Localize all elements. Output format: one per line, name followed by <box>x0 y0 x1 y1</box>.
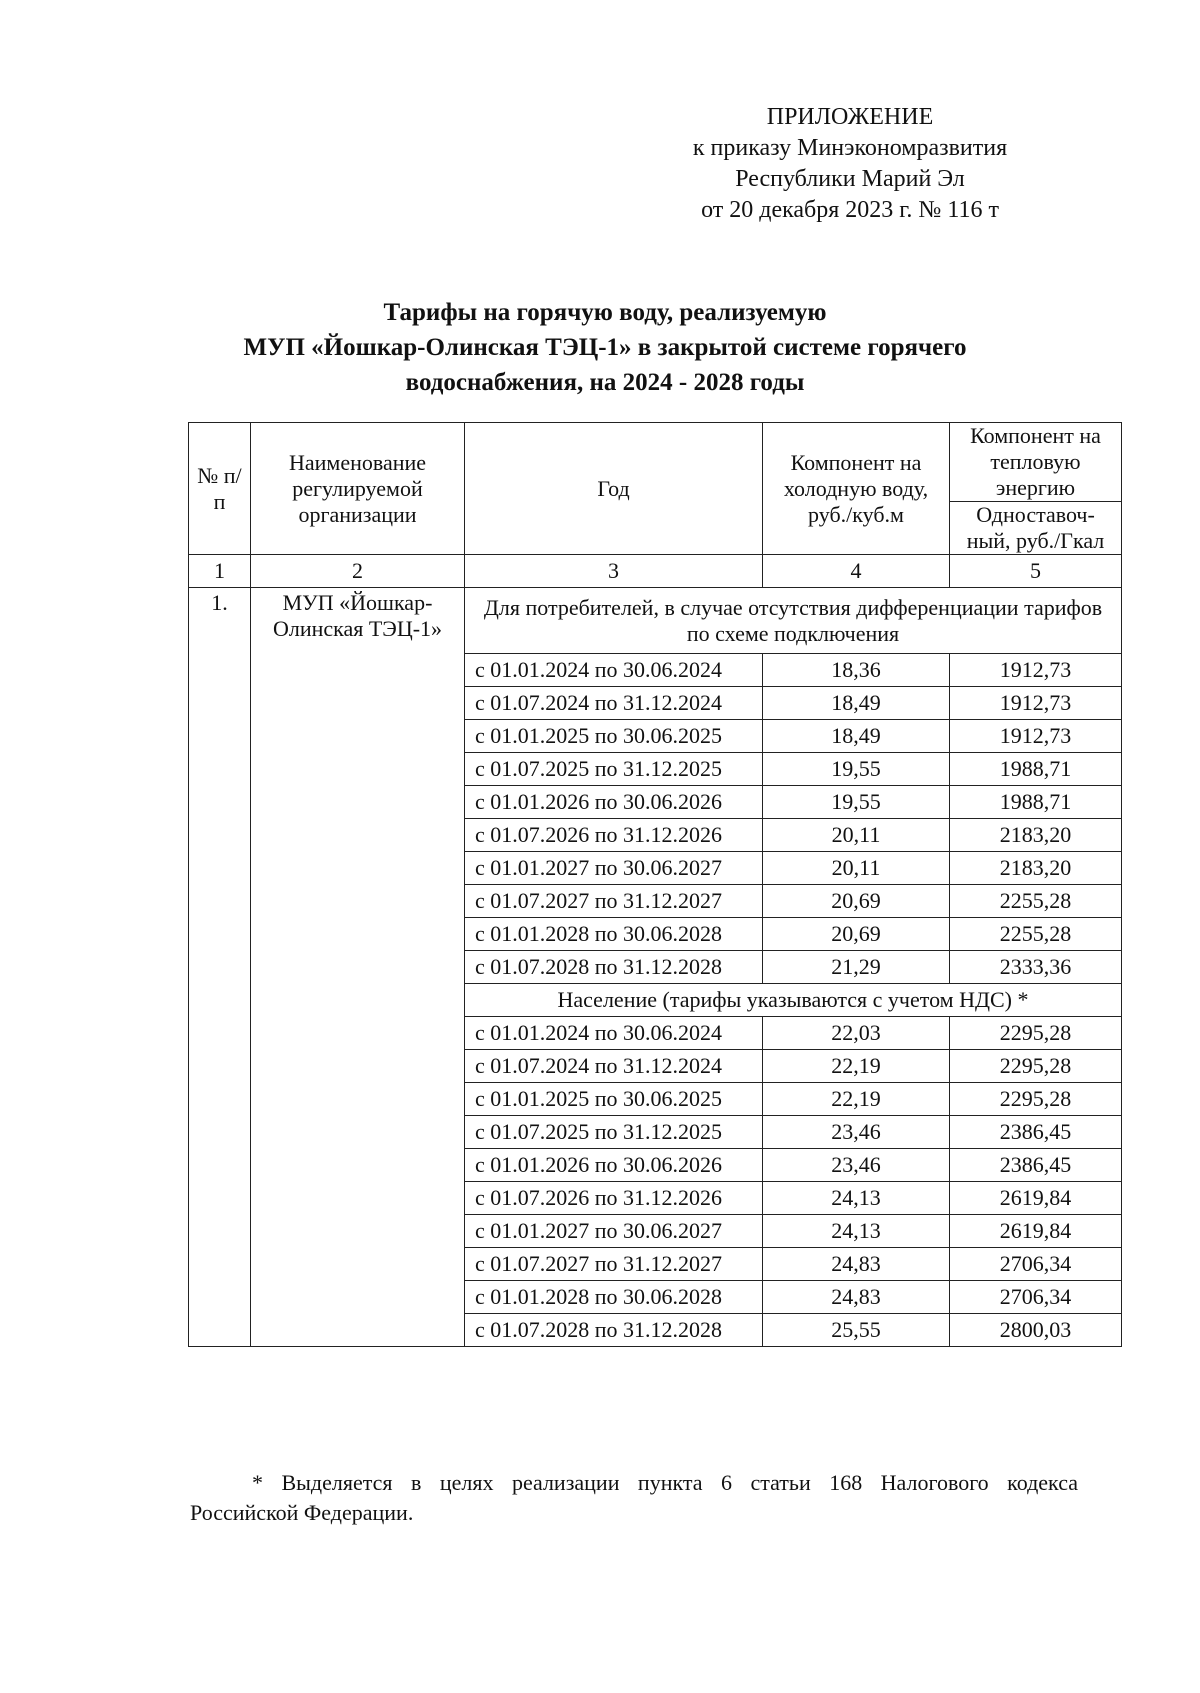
title-line-1: Тарифы на горячую воду, реализуемую <box>383 299 827 326</box>
period-cell: с 01.01.2028 по 30.06.2028 <box>465 918 763 951</box>
cold-value-cell: 20,11 <box>763 852 950 885</box>
period-cell: с 01.01.2027 по 30.06.2027 <box>465 1215 763 1248</box>
heat-value-cell: 2295,28 <box>950 1017 1122 1050</box>
cold-value-cell: 22,03 <box>763 1017 950 1050</box>
heat-value-cell: 2255,28 <box>950 885 1122 918</box>
period-cell: с 01.01.2024 по 30.06.2024 <box>465 1017 763 1050</box>
period-cell: с 01.07.2028 по 31.12.2028 <box>465 1314 763 1347</box>
org-number: 1. <box>189 588 251 1347</box>
col-number: 2 <box>251 555 465 588</box>
table-header-row <box>189 423 1122 502</box>
period-cell: с 01.07.2028 по 31.12.2028 <box>465 951 763 984</box>
header-year: Год <box>465 423 763 555</box>
document-title <box>180 295 1030 400</box>
heat-value-cell: 2706,34 <box>950 1281 1122 1314</box>
period-cell: с 01.07.2024 по 31.12.2024 <box>465 687 763 720</box>
col-number: 4 <box>763 555 950 588</box>
cold-value-cell: 21,29 <box>763 951 950 984</box>
cold-value-cell: 22,19 <box>763 1050 950 1083</box>
cold-value-cell: 24,13 <box>763 1182 950 1215</box>
title-line-3: водоснабжения, на 2024 - 2028 годы <box>405 369 805 396</box>
period-cell: с 01.07.2024 по 31.12.2024 <box>465 1050 763 1083</box>
title-line-2: МУП «Йошкар-Олинская ТЭЦ-1» в закрытой системе горячего <box>243 334 967 361</box>
cold-value-cell: 19,55 <box>763 753 950 786</box>
period-cell: с 01.07.2025 по 31.12.2025 <box>465 1116 763 1149</box>
period-cell: с 01.07.2026 по 31.12.2026 <box>465 1182 763 1215</box>
appendix-header <box>640 102 1060 226</box>
heat-value-cell: 1912,73 <box>950 687 1122 720</box>
footnote <box>190 1468 1078 1528</box>
period-cell: с 01.01.2026 по 30.06.2026 <box>465 1149 763 1182</box>
heat-value-cell: 2295,28 <box>950 1050 1122 1083</box>
cold-value-cell: 24,83 <box>763 1281 950 1314</box>
cold-value-cell: 18,49 <box>763 720 950 753</box>
cold-value-cell: 19,55 <box>763 786 950 819</box>
period-cell: с 01.07.2027 по 31.12.2027 <box>465 885 763 918</box>
heat-value-cell: 1988,71 <box>950 786 1122 819</box>
header-heat-single-rate: Одноставоч-ный, руб./Гкал <box>950 502 1122 555</box>
period-cell: с 01.01.2025 по 30.06.2025 <box>465 1083 763 1116</box>
period-cell: с 01.01.2027 по 30.06.2027 <box>465 852 763 885</box>
footnote-line-2: Российской Федерации. <box>190 1500 414 1525</box>
heat-value-cell: 2619,84 <box>950 1215 1122 1248</box>
period-cell: с 01.01.2024 по 30.06.2024 <box>465 654 763 687</box>
header-org: Наименование регулируемой организации <box>251 423 465 555</box>
tariff-table <box>188 422 1122 1347</box>
period-cell: с 01.07.2027 по 31.12.2027 <box>465 1248 763 1281</box>
period-cell: с 01.01.2026 по 30.06.2026 <box>465 786 763 819</box>
heat-value-cell: 2183,20 <box>950 819 1122 852</box>
heat-value-cell: 2255,28 <box>950 918 1122 951</box>
period-cell: с 01.01.2025 по 30.06.2025 <box>465 720 763 753</box>
org-name: МУП «Йошкар-Олинская ТЭЦ-1» <box>251 588 465 1347</box>
col-number: 5 <box>950 555 1122 588</box>
cold-value-cell: 23,46 <box>763 1116 950 1149</box>
col-number: 3 <box>465 555 763 588</box>
footnote-line-1: * Выделяется в целях реализации пункта 6 статьи 168 Налогового кодекса <box>252 1470 1078 1495</box>
section-consumers-row <box>189 588 1122 654</box>
cold-value-cell: 18,49 <box>763 687 950 720</box>
appendix-date: от 20 декабря 2023 г. № 116 т <box>701 197 999 223</box>
section-consumers-label: Для потребителей, в случае отсутствия дифференциации тарифов по схеме подключения <box>465 588 1122 654</box>
cold-value-cell: 23,46 <box>763 1149 950 1182</box>
cold-value-cell: 20,11 <box>763 819 950 852</box>
header-num: № п/п <box>189 423 251 555</box>
heat-value-cell: 2183,20 <box>950 852 1122 885</box>
cold-value-cell: 22,19 <box>763 1083 950 1116</box>
header-cold-water: Компонент на холодную воду, руб./куб.м <box>763 423 950 555</box>
appendix-republic: Республики Марий Эл <box>735 166 965 192</box>
heat-value-cell: 2386,45 <box>950 1116 1122 1149</box>
appendix-title: ПРИЛОЖЕНИЕ <box>766 104 934 130</box>
column-number-row <box>189 555 1122 588</box>
cold-value-cell: 25,55 <box>763 1314 950 1347</box>
heat-value-cell: 2706,34 <box>950 1248 1122 1281</box>
cold-value-cell: 18,36 <box>763 654 950 687</box>
period-cell: с 01.01.2028 по 30.06.2028 <box>465 1281 763 1314</box>
heat-value-cell: 2333,36 <box>950 951 1122 984</box>
heat-value-cell: 2295,28 <box>950 1083 1122 1116</box>
cold-value-cell: 20,69 <box>763 885 950 918</box>
cold-value-cell: 24,83 <box>763 1248 950 1281</box>
heat-value-cell: 1912,73 <box>950 654 1122 687</box>
heat-value-cell: 1988,71 <box>950 753 1122 786</box>
section-population-label: Население (тарифы указываются с учетом НДС) * <box>465 984 1122 1017</box>
appendix-order-ref: к приказу Минэкономразвития <box>692 135 1008 161</box>
cold-value-cell: 20,69 <box>763 918 950 951</box>
heat-value-cell: 2800,03 <box>950 1314 1122 1347</box>
cold-value-cell: 24,13 <box>763 1215 950 1248</box>
heat-value-cell: 2386,45 <box>950 1149 1122 1182</box>
col-number: 1 <box>189 555 251 588</box>
header-heat: Компонент на тепловую энергию <box>950 423 1122 502</box>
period-cell: с 01.07.2026 по 31.12.2026 <box>465 819 763 852</box>
heat-value-cell: 2619,84 <box>950 1182 1122 1215</box>
heat-value-cell: 1912,73 <box>950 720 1122 753</box>
period-cell: с 01.07.2025 по 31.12.2025 <box>465 753 763 786</box>
